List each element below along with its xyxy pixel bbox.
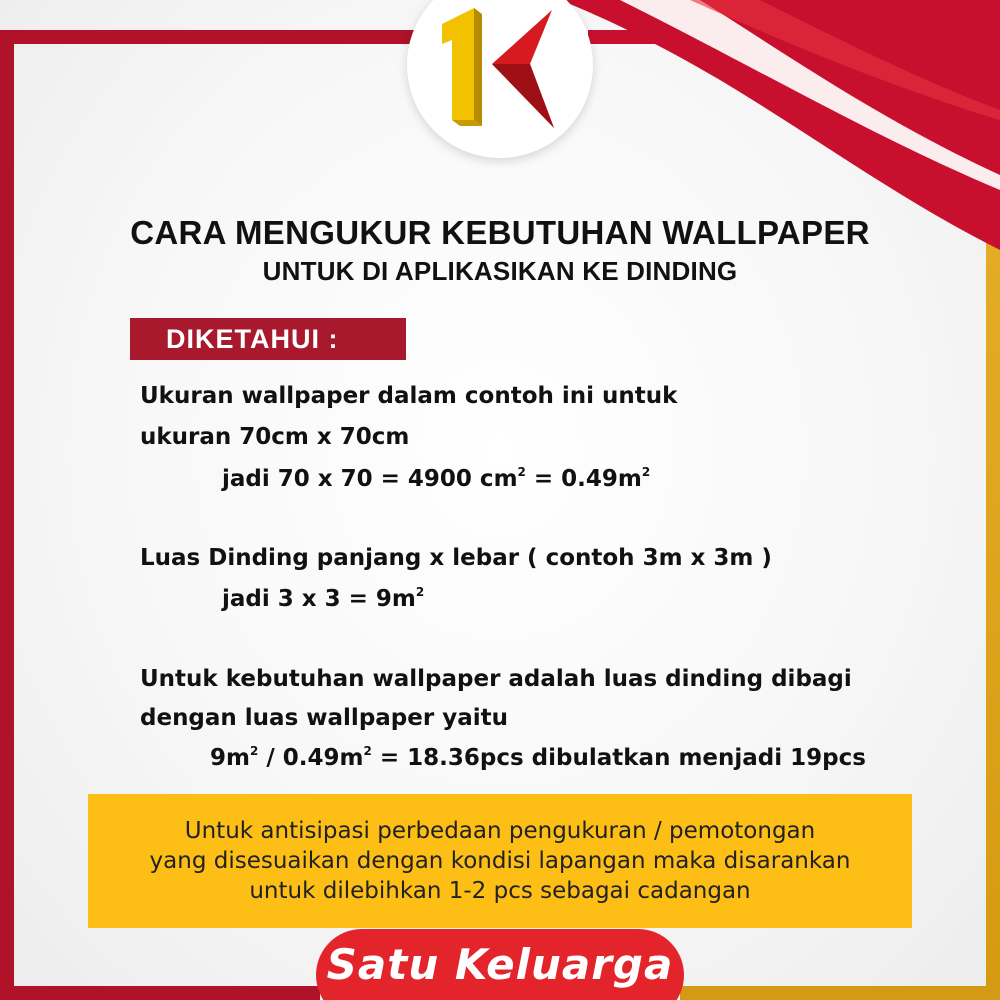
wall-area-line-1: Luas Dinding panjang x lebar ( contoh 3m x 3m ) xyxy=(140,545,772,571)
requirement-line-2: dengan luas wallpaper yaitu xyxy=(140,705,508,731)
superscript: 2 xyxy=(641,465,651,479)
wall-area-calc xyxy=(222,586,424,612)
known-label-badge: DIKETAHUI : xyxy=(130,318,406,360)
note-box xyxy=(88,794,912,928)
note-line-3: untuk dilebihkan 1-2 pcs sebagai cadangan xyxy=(249,878,751,904)
brand-name: Satu Keluarga xyxy=(326,940,674,989)
superscript: 2 xyxy=(363,744,372,758)
calc-text: / 0.49m xyxy=(258,745,364,771)
calc-text: jadi 3 x 3 = 9m xyxy=(222,586,416,612)
superscript: 2 xyxy=(415,585,425,599)
calc-text: = 0.49m xyxy=(525,466,642,492)
wallpaper-size-calc xyxy=(222,466,650,492)
wallpaper-size-line-2: ukuran 70cm x 70cm xyxy=(140,424,410,450)
calc-text: 9m xyxy=(210,745,250,771)
1k-logo-icon xyxy=(432,2,568,132)
note-line-1: Untuk antisipasi perbedaan pengukuran / pemotongan xyxy=(184,818,816,844)
superscript: 2 xyxy=(249,744,259,758)
wallpaper-size-line-1: Ukuran wallpaper dalam contoh ini untuk xyxy=(140,383,678,409)
requirement-calc xyxy=(210,745,866,771)
calc-text: jadi 70 x 70 = 4900 cm xyxy=(222,466,518,492)
note-line-2: yang disesuaikan dengan kondisi lapangan maka disarankan xyxy=(149,848,851,874)
calc-text: = 18.36pcs dibulatkan menjadi 19pcs xyxy=(371,745,866,771)
page-title: CARA MENGUKUR KEBUTUHAN WALLPAPER xyxy=(130,214,870,251)
requirement-line-1: Untuk kebutuhan wallpaper adalah luas dinding dibagi xyxy=(140,666,852,692)
page-subtitle: UNTUK DI APLIKASIKAN KE DINDING xyxy=(262,256,738,286)
superscript: 2 xyxy=(517,465,526,479)
